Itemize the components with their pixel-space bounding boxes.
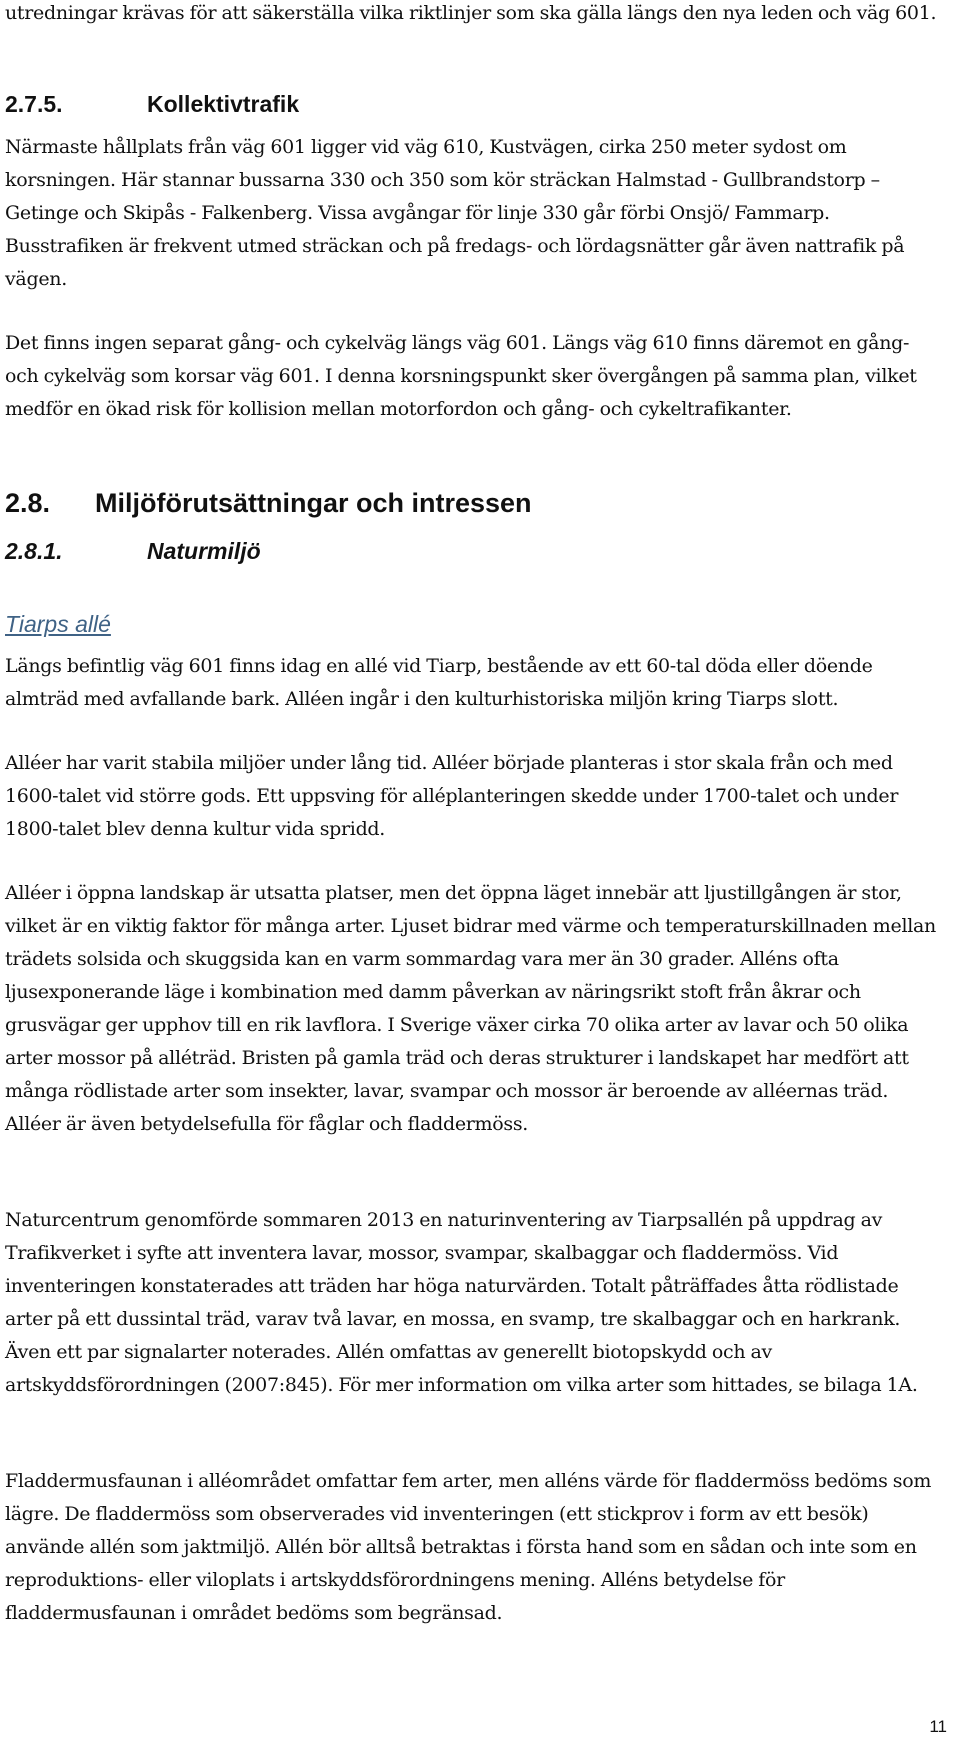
paragraph-naturmiljo-2: Alléer har varit stabila miljöer under lång tid. Alléer började planteras i stor skala från och med 1600-talet vid större gods. Ett uppsving för alléplanteringen skedde under 1700-talet och under 1800-talet blev denna kultur vida spridd. [5,752,899,840]
section-heading-kollektivtrafik [5,91,299,125]
section-heading-miljo [5,488,532,528]
page-number: 11 [929,1717,947,1736]
section-title: Naturmiljö [147,538,261,564]
section-title: Miljöförutsättningar och intressen [95,488,532,518]
section-number: 2.7.5. [5,91,63,117]
paragraph-naturmiljo-5: Fladdermusfaunan i alléområdet omfattar fem arter, men alléns värde för fladdermöss bedöms som lägre. De fladdermöss som observerades vid inventeringen (ett stickprov i form av ett besök) använde allén som jaktmiljö. Allén bör alltså betraktas i första hand som en sådan och inte som en reproduktions- eller viloplats i artskyddsförordningens mening. Alléns betydelse för fladdermusfaunan i området bedöms som begränsad. [5,1470,932,1624]
section-heading-naturmiljo [5,538,261,565]
section-number: 2.8.1. [5,538,63,564]
paragraph-naturmiljo-1: Längs befintlig väg 601 finns idag en allé vid Tiarp, bestående av ett 60-tal döda eller döende almträd med avfallande bark. Alléen ingår i den kulturhistoriska miljön kring Tiarps slott. [5,655,873,710]
paragraph-kollektivtrafik-2: Det finns ingen separat gång- och cykelväg längs väg 601. Längs väg 610 finns däremot en gång- och cykelväg som korsar väg 601. I denna korsningspunkt sker övergången på samma plan, vilket medför en ökad risk för kollision mellan motorfordon och gång- och cykeltrafikanter. [5,332,917,420]
paragraph-naturmiljo-3: Alléer i öppna landskap är utsatta platser, men det öppna läget innebär att ljustillgången är stor, vilket är en viktig faktor för många arter. Ljuset bidrar med värme och temperaturskillnaden mellan trädets solsida och skuggsida kan en varm sommardag vara mer än 30 grader. Alléns ofta ljusexponerande läge i kombination med damm påverkan av näringsrikt stoft från åkrar och grusvägar ger upphov till en rik lavflora. I Sverige växer cirka 70 olika arter av lavar och 50 olika arter mossor på alléträd. Bristen på gamla träd och deras strukturer i landskapet har medfört att många rödlistade arter som insekter, lavar, svampar och mossor är beroende av alléernas träd. Alléer är även betydelsefulla för fåglar och fladdermöss. [5,882,936,1135]
section-number: 2.8. [5,488,51,518]
continued-paragraph: utredningar krävas för att säkerställa vilka riktlinjer som ska gälla längs den nya leden och väg 601. [5,2,937,24]
paragraph-naturmiljo-4: Naturcentrum genomförde sommaren 2013 en naturinventering av Tiarpsallén på uppdrag av Trafikverket i syfte att inventera lavar, mossor, svampar, skalbaggar och fladdermöss. Vid inventeringen konstaterades att träden har höga naturvärden. Totalt påträffades åtta rödlistade arter på ett dussintal träd, varav två lavar, en mossa, en svamp, tre skalbaggar och en harkrank. Även ett par signalarter noterades. Allén omfattas av generellt biotopskydd och av artskyddsförordningen (2007:845). För mer information om vilka arter som hittades, se bilaga 1A. [5,1209,918,1396]
section-title: Kollektivtrafik [147,91,300,117]
subheading-tiarps-alle: Tiarps allé [5,611,111,637]
document-page [5,0,955,1757]
paragraph-kollektivtrafik-1: Närmaste hållplats från väg 601 ligger vid väg 610, Kustvägen, cirka 250 meter sydost om korsningen. Här stannar bussarna 330 och 350 som kör sträckan Halmstad - Gullbrandstorp – Getinge och Skipås - Falkenberg. Vissa avgångar för linje 330 går förbi Onsjö/ Fammarp. Busstrafiken är frekvent utmed sträckan och på fredags- och lördagsnätter går även nattrafik på vägen. [5,136,905,290]
